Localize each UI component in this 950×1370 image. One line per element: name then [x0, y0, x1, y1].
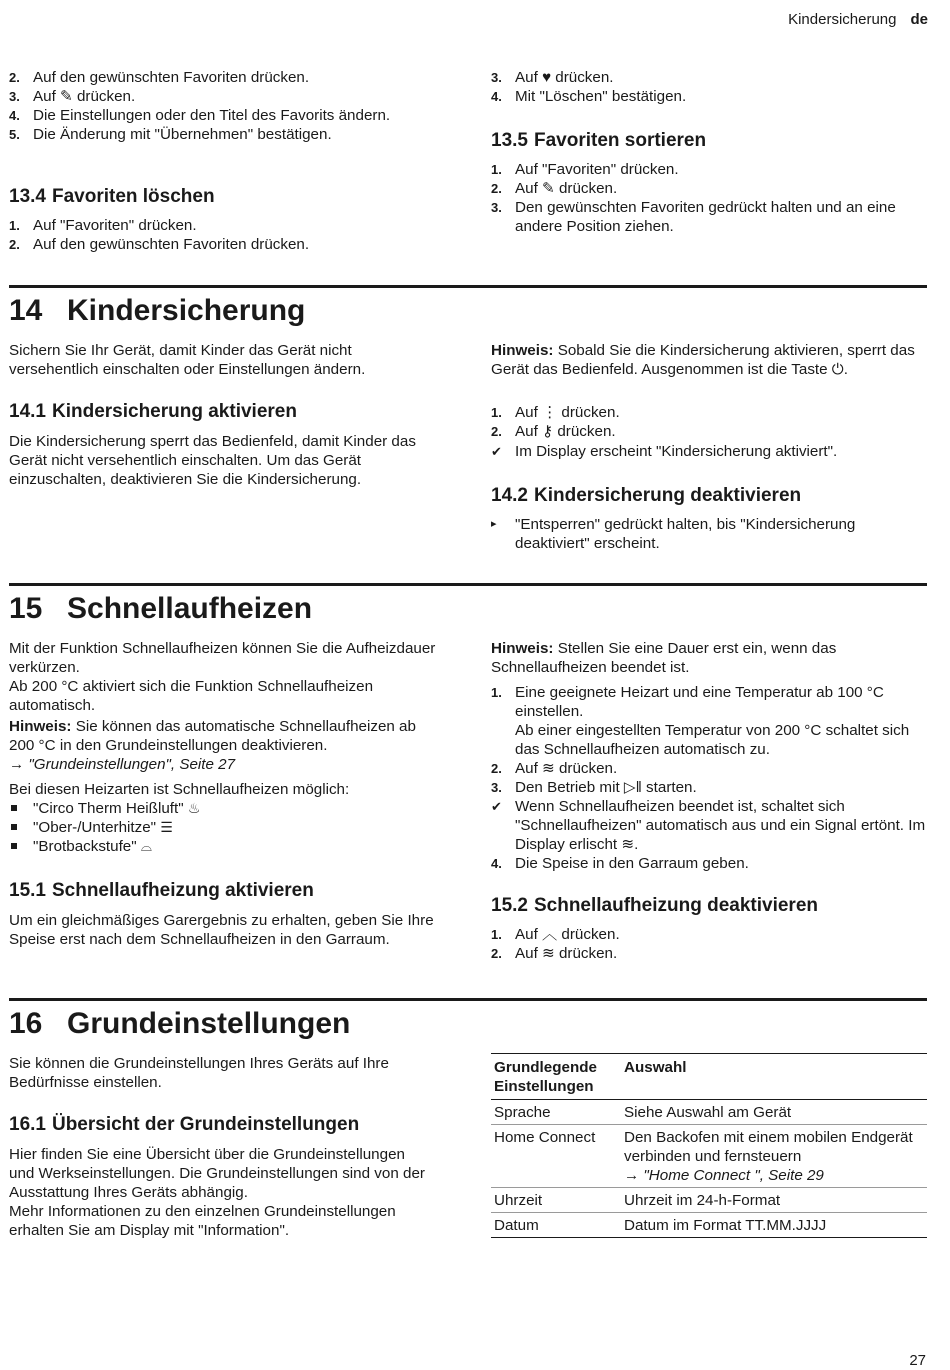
- list-item: ✔ Im Display erscheint "Kindersicherung aktiviert".: [491, 443, 838, 460]
- list-item: 1. Eine geeignete Heizart und eine Temperatur ab 100 °C einstellen. Ab einer eingestellten Temperatur von 200 °C schaltet sich das Schnellaufheizen automatisch zu.: [491, 684, 910, 758]
- list-item: 1. Auf "Favoriten" drücken.: [9, 217, 197, 234]
- list-item: 5. Die Änderung mit "Übernehmen" bestätigen.: [9, 126, 332, 143]
- heading-15-2: 15.2 Schnellaufheizung deaktivieren: [491, 895, 819, 916]
- xref-link-grundeinstellungen[interactable]: → "Grundeinstellungen", Seite 27: [9, 756, 236, 773]
- ch15-hint: Hinweis: Sie können das automatische Schnellaufheizen ab 200 °C in den Grundeinstellungen deaktivieren.: [9, 718, 416, 754]
- table-row: [491, 1188, 927, 1213]
- chapter-rule: [9, 285, 927, 288]
- top-bottom-heat-icon: ☰: [160, 819, 173, 835]
- table-cell: Siehe Auswahl am Gerät: [621, 1100, 927, 1125]
- page-number: 27: [909, 1352, 926, 1369]
- table-cell: Datum im Format TT.MM.JJJJ: [621, 1213, 927, 1238]
- table-row: [491, 1100, 927, 1125]
- heading-16-1: 16.1 Übersicht der Grundeinstellungen: [9, 1114, 360, 1135]
- bread-baking-icon: ⌓: [140, 838, 152, 854]
- ch15-intro-1: Mit der Funktion Schnellaufheizen können Sie die Aufheizdauer verkürzen.: [9, 640, 436, 676]
- column-header-choice: Auswahl: [621, 1054, 927, 1100]
- list-item: "Circo Therm Heißluft" ♨: [9, 799, 441, 818]
- ch16-intro: Sie können die Grundeinstellungen Ihres Geräts auf Ihre Bedürfnisse einstellen.: [9, 1055, 389, 1091]
- chapter-15-title: 15 Schnellaufheizen: [9, 592, 313, 625]
- chapter-14-title: 14 Kindersicherung: [9, 294, 306, 327]
- list-item: 3. Den Betrieb mit ▷‖ starten.: [491, 779, 697, 796]
- ch15-1-paragraph: Um ein gleichmäßiges Garergebnis zu erhalten, geben Sie Ihre Speise erst nach dem Schnellaufheizen in den Garraum.: [9, 912, 434, 948]
- table-cell: Den Backofen mit einem mobilen Endgerät verbinden und fernsteuern → "Home Connect ", Seite 29: [621, 1125, 927, 1188]
- basic-settings-table: [491, 1053, 927, 1238]
- list-item: 4. Die Speise in den Garraum geben.: [491, 855, 749, 872]
- list-item: 3. Auf ✎ drücken.: [9, 88, 136, 105]
- chapter-rule: [9, 998, 927, 1001]
- steps-14-1: [491, 403, 927, 461]
- header-section: Kindersicherung: [788, 11, 897, 28]
- heading-15-1: 15.1 Schnellaufheizung aktivieren: [9, 880, 314, 901]
- list-item: 1. Auf ⋮ drücken.: [491, 404, 620, 421]
- table-header-row: [491, 1054, 927, 1100]
- chapter-rule: [9, 583, 927, 586]
- list-item: "Brotbackstufe" ⌓: [9, 837, 441, 856]
- list-item: 2. Auf den gewünschten Favoriten drücken.: [9, 236, 310, 253]
- table-cell: Uhrzeit: [491, 1188, 621, 1213]
- table-cell: Uhrzeit im 24-h-Format: [621, 1188, 927, 1213]
- ch14-hint: Hinweis: Sobald Sie die Kindersicherung aktivieren, sperrt das Gerät das Bedienfeld. Ausgenommen ist die Taste ⏻.: [491, 342, 915, 378]
- header-language: de: [910, 11, 928, 28]
- list-item: 3. Auf ♥ drücken.: [491, 69, 614, 86]
- list-item: 2. Auf ≋ drücken.: [491, 945, 618, 962]
- list-item: 1. Auf ︿ drücken.: [491, 926, 620, 943]
- ch15-intro-2: Ab 200 °C aktiviert sich die Funktion Schnellaufheizen automatisch.: [9, 678, 374, 714]
- ch15-hint-2: Hinweis: Stellen Sie eine Dauer erst ein, wenn das Schnellaufheizen beendet ist.: [491, 640, 837, 676]
- ch14-1-paragraph: Die Kindersicherung sperrt das Bedienfeld, damit Kinder das Gerät nicht versehentlich einschalten. Um das Gerät einzuschalten, deaktivieren Sie die Kindersicherung.: [9, 433, 416, 488]
- list-item: 3. Den gewünschten Favoriten gedrückt halten und an eine andere Position ziehen.: [491, 199, 896, 235]
- ch16-1-paragraph-b: Mehr Informationen zu den einzelnen Grundeinstellungen erhalten Sie am Display mit "Information".: [9, 1203, 396, 1239]
- list-item: 2. Auf ⚷ drücken.: [491, 423, 616, 440]
- steps-13-5: [491, 160, 927, 236]
- heading-13-5: 13.5 Favoriten sortieren: [491, 130, 707, 151]
- list-item: 4. Mit "Löschen" bestätigen.: [491, 88, 687, 105]
- steps-15-2: [491, 925, 927, 963]
- heating-modes-list: [9, 799, 441, 856]
- steps-13-4: [9, 216, 449, 254]
- list-item: 2. Auf den gewünschten Favoriten drücken.: [9, 69, 310, 86]
- list-item: 2. Auf ✎ drücken.: [491, 180, 618, 197]
- steps-13-4-continued: [491, 68, 927, 106]
- column-header-setting: Grundlegende Einstellungen: [491, 1054, 621, 1100]
- xref-link-home-connect[interactable]: → "Home Connect ", Seite 29: [624, 1167, 824, 1184]
- ch15-left-column: [9, 639, 441, 856]
- table-cell: Datum: [491, 1213, 621, 1238]
- list-item: ✔ Wenn Schnellaufheizen beendet ist, schaltet sich "Schnellaufheizen" automatisch aus und ein Signal ertönt. Im Display erlischt ≋.: [491, 798, 926, 853]
- running-header: [788, 10, 928, 29]
- table-cell: Home Connect: [491, 1125, 621, 1188]
- table-row: [491, 1125, 927, 1188]
- list-item: 4. Die Einstellungen oder den Titel des Favorits ändern.: [9, 107, 391, 124]
- list-item: 2. Auf ≋ drücken.: [491, 760, 618, 777]
- heading-14-1: 14.1 Kindersicherung aktivieren: [9, 401, 297, 422]
- ch14-intro: Sichern Sie Ihr Gerät, damit Kinder das Gerät nicht versehentlich einschalten oder Einstellungen ändern.: [9, 342, 366, 378]
- ch16-1-paragraph-a: Hier finden Sie eine Übersicht über die Grundeinstellungen und Werkseinstellungen. Die Grundeinstellungen sind von der Ausstattung Ihres Geräts abhängig.: [9, 1146, 425, 1201]
- heading-14-2: 14.2 Kindersicherung deaktivieren: [491, 485, 802, 506]
- heading-13-4: 13.4 Favoriten löschen: [9, 186, 215, 207]
- steps-13-3-continued: [9, 68, 449, 144]
- table-row: [491, 1213, 927, 1238]
- circotherm-icon: ♨: [187, 800, 201, 816]
- list-item: 1. Auf "Favoriten" drücken.: [491, 161, 679, 178]
- steps-15-1: [491, 683, 927, 873]
- list-item: "Ober-/Unterhitze" ☰: [9, 818, 441, 837]
- steps-14-2: [491, 515, 927, 553]
- chapter-16-title: 16 Grundeinstellungen: [9, 1007, 351, 1040]
- ch16-1-text: [9, 1145, 425, 1240]
- ch15-possible-label: Bei diesen Heizarten ist Schnellaufheizen möglich:: [9, 781, 350, 798]
- list-item: ▸ "Entsperren" gedrückt halten, bis "Kindersicherung deaktiviert" erscheint.: [491, 516, 856, 552]
- table-cell: Sprache: [491, 1100, 621, 1125]
